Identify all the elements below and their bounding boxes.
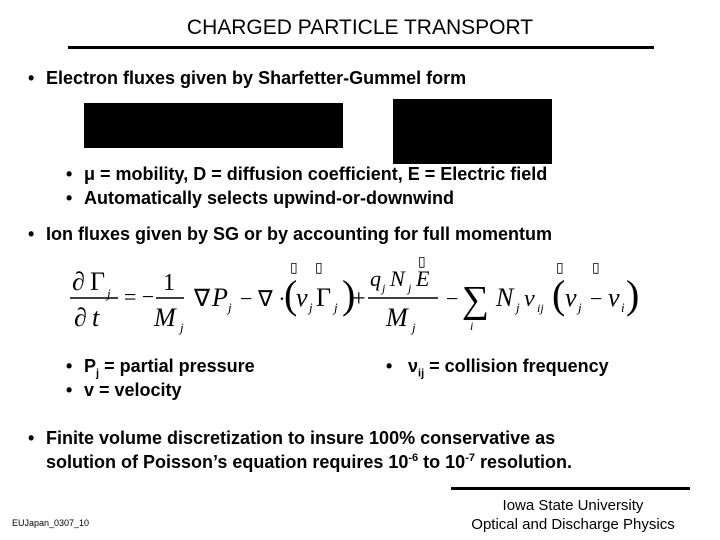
eq-M: M (386, 303, 408, 332)
pressure-subscript: j (96, 367, 100, 380)
eq-minus: − (240, 286, 253, 311)
eq-M: M (154, 303, 176, 332)
eq-placeholder: ▯ (418, 255, 426, 270)
finite-exponent-2: -7 (465, 452, 475, 464)
footer-group: Optical and Discharge Physics (471, 516, 675, 533)
eq-placeholder: ▯ (290, 261, 298, 276)
subbullet-collision (386, 356, 609, 380)
eq-v: v (296, 283, 308, 312)
finite-volume-line2 (46, 452, 572, 473)
eq-plus: + (352, 286, 366, 312)
eq-sub-j: j (382, 281, 386, 295)
title-underline (68, 46, 654, 49)
slide-id: EUJapan_0307_10 (12, 518, 90, 528)
pressure-symbol: P (84, 356, 97, 376)
eq-minus: − (590, 286, 603, 311)
finite-line2-b: to 10 (418, 452, 466, 472)
momentum-equation (60, 252, 660, 336)
eq-placeholder: ▯ (315, 261, 323, 276)
eq-q: q (370, 266, 381, 291)
eq-partial-bottom: ∂ (74, 303, 87, 332)
eq-paren-close: ) (626, 272, 640, 317)
bullet-ion-text: Ion fluxes given by SG or by accounting for full momentum (46, 224, 553, 244)
eq-one: 1 (163, 270, 175, 296)
footer-affiliation (446, 496, 700, 534)
eq-nabla: ∇ (194, 286, 211, 312)
eq-sum: ∑ (462, 279, 490, 321)
finite-exponent-1: -6 (408, 452, 419, 464)
pressure-text: = partial pressure (99, 356, 255, 376)
eq-minus: − (446, 286, 459, 311)
bullet-dot: • (28, 68, 35, 88)
eq-P: P (212, 283, 228, 312)
bullet-finite-volume (28, 428, 555, 449)
subbullet-upwind-text: Automatically selects upwind-or-downwind (84, 188, 455, 208)
eq-placeholder: ▯ (592, 261, 600, 276)
subbullet-pressure (66, 356, 255, 380)
eq-sub-j: j (516, 300, 520, 315)
finite-line2-a: solution of Poisson’s equation requires 10 (46, 452, 409, 472)
bullet-ion-fluxes (28, 224, 552, 245)
footer-university: Iowa State University (502, 497, 644, 514)
page-title: CHARGED PARTICLE TRANSPORT (186, 16, 534, 39)
eq-N: N (496, 283, 514, 312)
bullet-electron-text: Electron fluxes given by Sharfetter-Gummel form (46, 68, 467, 88)
bullet-electron-fluxes (28, 68, 466, 89)
bullet-dot: • (66, 188, 73, 208)
bullet-dot: • (66, 356, 73, 376)
eq-nu: ν (524, 286, 535, 312)
equation-image-right (393, 99, 552, 164)
bullet-dot: • (28, 428, 35, 448)
eq-v: v (608, 283, 620, 312)
eq-sub-j: j (334, 300, 338, 315)
eq-N: N (390, 266, 405, 291)
finite-line2-c: resolution. (474, 452, 572, 472)
eq-sub-j: j (578, 300, 582, 315)
eq-equals-minus: = − (124, 284, 155, 309)
bullet-dot: • (28, 224, 35, 244)
subbullet-mobility-text: μ = mobility, D = diffusion coefficient, E = Electric field (84, 164, 548, 184)
eq-placeholder: ▯ (556, 261, 564, 276)
bullet-dot: • (386, 356, 393, 376)
eq-partial-top: ∂ (72, 267, 85, 296)
eq-sub-j: j (309, 300, 313, 315)
eq-sub-j: j (408, 281, 412, 295)
eq-E: E (416, 266, 430, 291)
collision-subscript: ij (418, 367, 425, 380)
equation-image-left (84, 103, 343, 148)
velocity-text: v = velocity (84, 380, 182, 400)
subbullet-velocity (66, 380, 182, 401)
eq-sub-j: j (412, 320, 416, 335)
eq-paren-close: ) (342, 272, 356, 317)
eq-paren-open: ( (552, 272, 566, 317)
bullet-dot: • (66, 380, 73, 400)
eq-sub-i: i (470, 319, 474, 333)
collision-text: = collision frequency (424, 356, 609, 376)
eq-t: t (92, 303, 100, 332)
eq-sub-j: j (180, 320, 184, 335)
eq-gamma: Γ (316, 283, 332, 312)
subbullet-mobility (66, 164, 547, 185)
collision-symbol: ν (408, 356, 419, 376)
eq-nabla-dot: ∇ · (258, 286, 286, 311)
eq-sub-j: j (107, 286, 111, 301)
eq-paren-open: ( (284, 272, 298, 317)
eq-sub-ij: ij (537, 301, 544, 315)
eq-v: v (565, 283, 577, 312)
footer-rule (451, 487, 690, 490)
subbullet-upwind (66, 188, 454, 209)
finite-volume-line1: Finite volume discretization to insure 100% conservative as (46, 428, 556, 448)
bullet-dot: • (66, 164, 73, 184)
eq-gamma: Γ (90, 267, 106, 296)
eq-sub-j: j (228, 300, 232, 315)
eq-sub-i: i (621, 300, 625, 315)
